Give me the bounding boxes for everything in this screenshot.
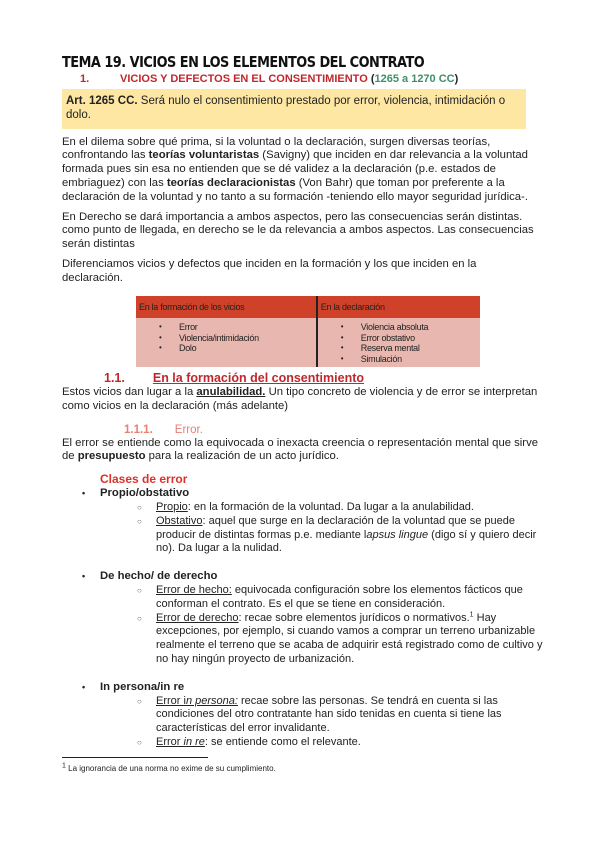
list-item: • Propio/obstativo ○ Propio: en la formación de la voluntad. Da lugar a la anulabilidad. ○ Obstativo: aquel que surge en la declaración de la voluntad que se puede producir de distintas formas p.e. mediante lapsus lingue (digo sí y quiero decir no). Da lugar a la nulidad. bbox=[80, 487, 550, 556]
vicios-table bbox=[136, 296, 480, 368]
heading-1-1: 1.1. En la formación del consentimiento bbox=[104, 371, 365, 386]
heading-1-1-1: 1.1.1. Error. bbox=[124, 423, 203, 436]
list-item: • Error bbox=[139, 322, 313, 333]
error-types-list bbox=[80, 487, 550, 750]
sub-list-item: ○ Error de hecho: equivocada configuración sobre los elementos fácticos que conforman el contrato. Es el que se tiene en consideración. bbox=[100, 584, 550, 612]
list-item: • Reserva mental bbox=[321, 343, 477, 354]
list-item: • Error obstativo bbox=[321, 333, 477, 344]
list-item: • Violencia/intimidación bbox=[139, 333, 313, 344]
table-header: En la formación de los vicios bbox=[136, 296, 317, 319]
paragraph: Diferenciamos vicios y defectos que inciden en la formación y los que inciden en la declaración. bbox=[62, 257, 477, 284]
paragraph: En el dilema sobre qué prima, si la voluntad o la declaración, surgen diversas teorías, confrontando las teorías voluntaristas (Savigny) que inciden en dar relevancia a la voluntad formada pues sin esa no entienden que se dé validez a la declaración (p.e. estados de embriaguez) con las teorías declaracionistas (Von Bahr) que toman por preferente a la declaración de la voluntad y no tanto a su formación -teniendo ello mayor seguridad jurídica-. bbox=[62, 135, 528, 203]
sub-list-item: ○ Obstativo: aquel que surge en la declaración de la voluntad que se puede producir de distintas formas p.e. mediante lapsus lingue (digo sí y quiero decir no). Da lugar a la nulidad. bbox=[100, 515, 550, 556]
heading-1: 1. VICIOS Y DEFECTOS EN EL CONSENTIMIENTO (1265 a 1270 CC) bbox=[80, 73, 459, 85]
paragraph: En Derecho se dará importancia a ambos aspectos, pero las consecuencias serán distintas. como punto de llegada, en derecho se le da relevancia a ambos aspectos. Las consecuencias serán distintas bbox=[62, 210, 534, 251]
sub-list-item: ○ Propio: en la formación de la voluntad. Da lugar a la anulabilidad. bbox=[100, 501, 550, 515]
sub-list-item: ○ Error de derecho: recae sobre elementos jurídicos o normativos.$^1$ Hay excepciones, por ejemplo, si cuando vamos a comprar un terreno urbanizable realmente el terreno que se acaba de adquirir está registrado como de cultivo y no hay ningún proyecto de urbanización. bbox=[100, 612, 550, 667]
paragraph: Estos vicios dan lugar a la anulabilidad. Un tipo concreto de violencia y de error se interpretan como vicios en la declaración (más adelante) bbox=[62, 386, 538, 412]
paragraph: El error se entiende como la equivocada o inexacta creencia o representación mental que sirve de presupuesto para la realización de un acto jurídico. bbox=[62, 436, 538, 463]
list-item: • De hecho/ de derecho ○ Error de hecho: equivocada configuración sobre los elementos fácticos que conforman el contrato. Es el que se tiene en consideración. ○ Error de derecho: recae sobre elementos jurídicos o normativos.$^1$ Hay excepciones, por ejemplo, si cuando vamos a comprar un terreno urbanizable realmente el terreno que se acaba de adquirir está registrado como de cultivo y no hay ningún proyecto de urbanización. bbox=[80, 570, 550, 667]
table-header: En la declaración bbox=[317, 296, 480, 319]
document-page bbox=[62, 53, 543, 750]
article-callout: Art. 1265 CC. Será nulo el consentimiento prestado por error, violencia, intimidación o dolo. bbox=[62, 89, 526, 129]
footnote: $^1$ La ignorancia de una norma no exime de su cumplimiento. bbox=[62, 762, 276, 773]
sub-list-item: ○ Error in persona: recae sobre las personas. Se tendrá en cuenta si las condiciones del otro contratante han sido tenidas en cuenta si tiene las características del error invalidante. bbox=[100, 695, 550, 736]
list-item: • Simulación bbox=[321, 354, 477, 365]
subheading: Clases de error bbox=[100, 472, 188, 487]
list-item: • Violencia absoluta bbox=[321, 322, 477, 333]
list-item: • Dolo bbox=[139, 343, 313, 354]
footnote-divider bbox=[62, 757, 208, 758]
sub-list-item: ○ Error in re: se entiende como el relevante. bbox=[100, 736, 550, 750]
footnote-ref[interactable]: 1 bbox=[469, 610, 474, 618]
list-item: • In persona/in re ○ Error in persona: recae sobre las personas. Se tendrá en cuenta si las condiciones del otro contratante han sido tenidas en cuenta si tiene las características del error invalidante. ○ Error in re: se entiende como el relevante. bbox=[80, 681, 550, 750]
page-title: TEMA 19. VICIOS EN LOS ELEMENTOS DEL CONTRATO bbox=[62, 53, 425, 71]
